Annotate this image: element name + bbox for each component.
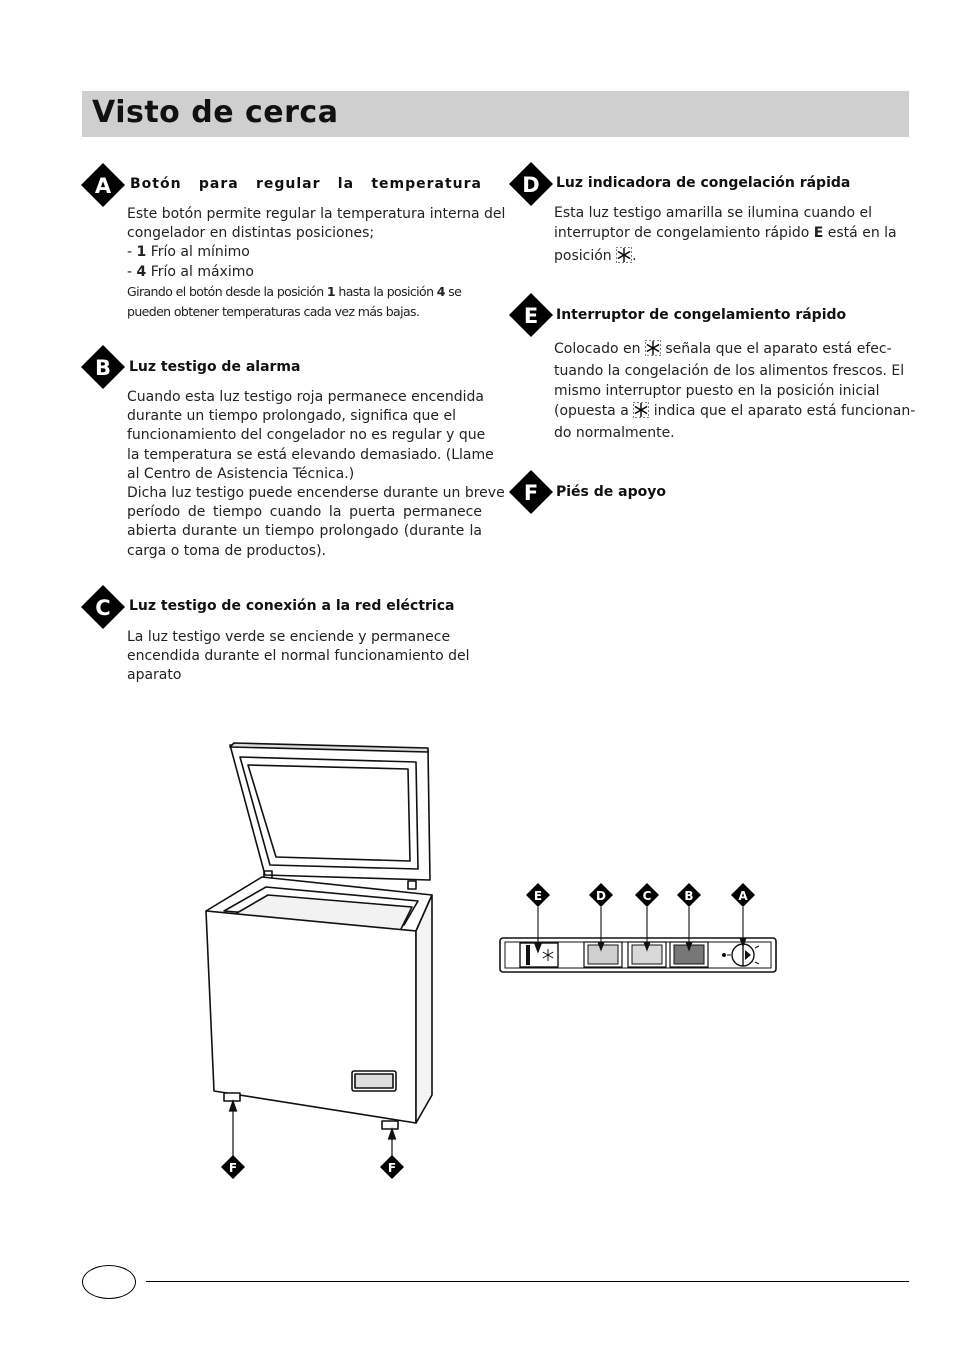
letter-badge-icon-e bbox=[509, 293, 553, 337]
text-line: pueden obtener temperaturas cada vez más bajas. bbox=[127, 303, 420, 319]
page-number-oval bbox=[82, 1265, 136, 1299]
text-line: tuando la congelación de los alimentos frescos. El bbox=[554, 362, 905, 379]
section-a-body bbox=[127, 205, 506, 322]
badge-letter-c: C bbox=[95, 596, 111, 620]
text-line: Girando el botón desde la posición 1 hasta la posición 4 se bbox=[127, 283, 462, 299]
text-line: - 1 Frío al mínimo bbox=[127, 244, 250, 261]
text-line: congelador en distintas posiciones; bbox=[127, 225, 375, 242]
text-line: carga o toma de productos). bbox=[127, 542, 327, 559]
snowflake-icon bbox=[645, 340, 661, 356]
letter-badge-icon-a bbox=[81, 163, 125, 207]
text-line: al Centro de Asistencia Técnica.) bbox=[127, 465, 355, 482]
svg-text:A: A bbox=[738, 889, 748, 903]
section-d-title: Luz indicadora de congelación rápida bbox=[556, 175, 851, 191]
section-d-body bbox=[554, 204, 909, 267]
text-line: funcionamiento del congelador no es regular y que bbox=[127, 427, 486, 444]
svg-text:C: C bbox=[642, 889, 652, 903]
chest-freezer-illustration bbox=[190, 735, 450, 1190]
text-line: aparato bbox=[127, 667, 182, 684]
letter-badge-icon-b bbox=[81, 345, 125, 389]
text-line: Esta luz testigo amarilla se ilumina cuando el bbox=[554, 205, 873, 221]
letter-badge-icon-f bbox=[509, 470, 553, 514]
section-e-body bbox=[554, 339, 916, 444]
feet-badge bbox=[221, 1155, 404, 1179]
snowflake-icon bbox=[616, 247, 632, 263]
text-line: abierta durante un tiempo prolongado (durante la bbox=[127, 523, 482, 540]
text-line: período de tiempo cuando la puerta permanece bbox=[127, 504, 482, 521]
section-b-title: Luz testigo de alarma bbox=[129, 359, 301, 375]
text-line: encendida durante el normal funcionamiento del bbox=[127, 648, 470, 665]
section-b-body bbox=[127, 388, 505, 561]
footer-rule bbox=[146, 1281, 909, 1282]
page-title: Visto de cerca bbox=[92, 95, 339, 130]
svg-text:E: E bbox=[533, 889, 543, 903]
text-line: Este botón permite regular la temperatura interna del bbox=[127, 206, 506, 222]
svg-text:D: D bbox=[596, 889, 606, 903]
section-c-title: Luz testigo de conexión a la red eléctrica bbox=[129, 598, 455, 614]
svg-text:F: F bbox=[228, 1161, 238, 1175]
text-line: interruptor de congelamiento rápido E está en la bbox=[554, 224, 897, 241]
badge-letter-b: B bbox=[94, 356, 112, 380]
text-line: Colocado en señala que el aparato está efec- bbox=[554, 341, 892, 357]
section-a-title: Botón para regular la temperatura bbox=[130, 176, 482, 192]
svg-text:F: F bbox=[387, 1161, 397, 1175]
section-f-title: Piés de apoyo bbox=[556, 484, 666, 500]
text-line: posición . bbox=[554, 248, 637, 264]
text-line: Cuando esta luz testigo roja permanece encendida bbox=[127, 389, 484, 405]
badge-letter-d: D bbox=[522, 173, 540, 197]
section-c-body bbox=[127, 628, 483, 686]
letter-badge-icon-c bbox=[81, 585, 125, 629]
badge-letter-e: E bbox=[523, 304, 539, 328]
badge-letter-a: A bbox=[94, 174, 112, 198]
svg-text:B: B bbox=[684, 889, 694, 903]
text-line: - 4 Frío al máximo bbox=[127, 263, 254, 280]
text-line: durante un tiempo prolongado, significa que el bbox=[127, 408, 456, 425]
badge-letter-f: F bbox=[523, 481, 539, 505]
text-line: (opuesta a indica que el aparato está funcionan- bbox=[554, 403, 916, 419]
control-panel-illustration bbox=[496, 880, 780, 980]
text-line: la temperatura se está elevando demasiado. (Llame bbox=[127, 446, 494, 463]
letter-badge-icon-d bbox=[509, 162, 553, 206]
section-e-title: Interruptor de congelamiento rápido bbox=[556, 307, 847, 323]
text-line: do normalmente. bbox=[554, 424, 675, 441]
page-title-bar bbox=[82, 91, 909, 137]
text-line: mismo interruptor puesto en la posición inicial bbox=[554, 383, 880, 399]
text-line: Dicha luz testigo puede encenderse durante un breve bbox=[127, 485, 505, 502]
text-line: La luz testigo verde se enciende y permanece bbox=[127, 629, 451, 645]
snowflake-icon bbox=[633, 402, 649, 418]
